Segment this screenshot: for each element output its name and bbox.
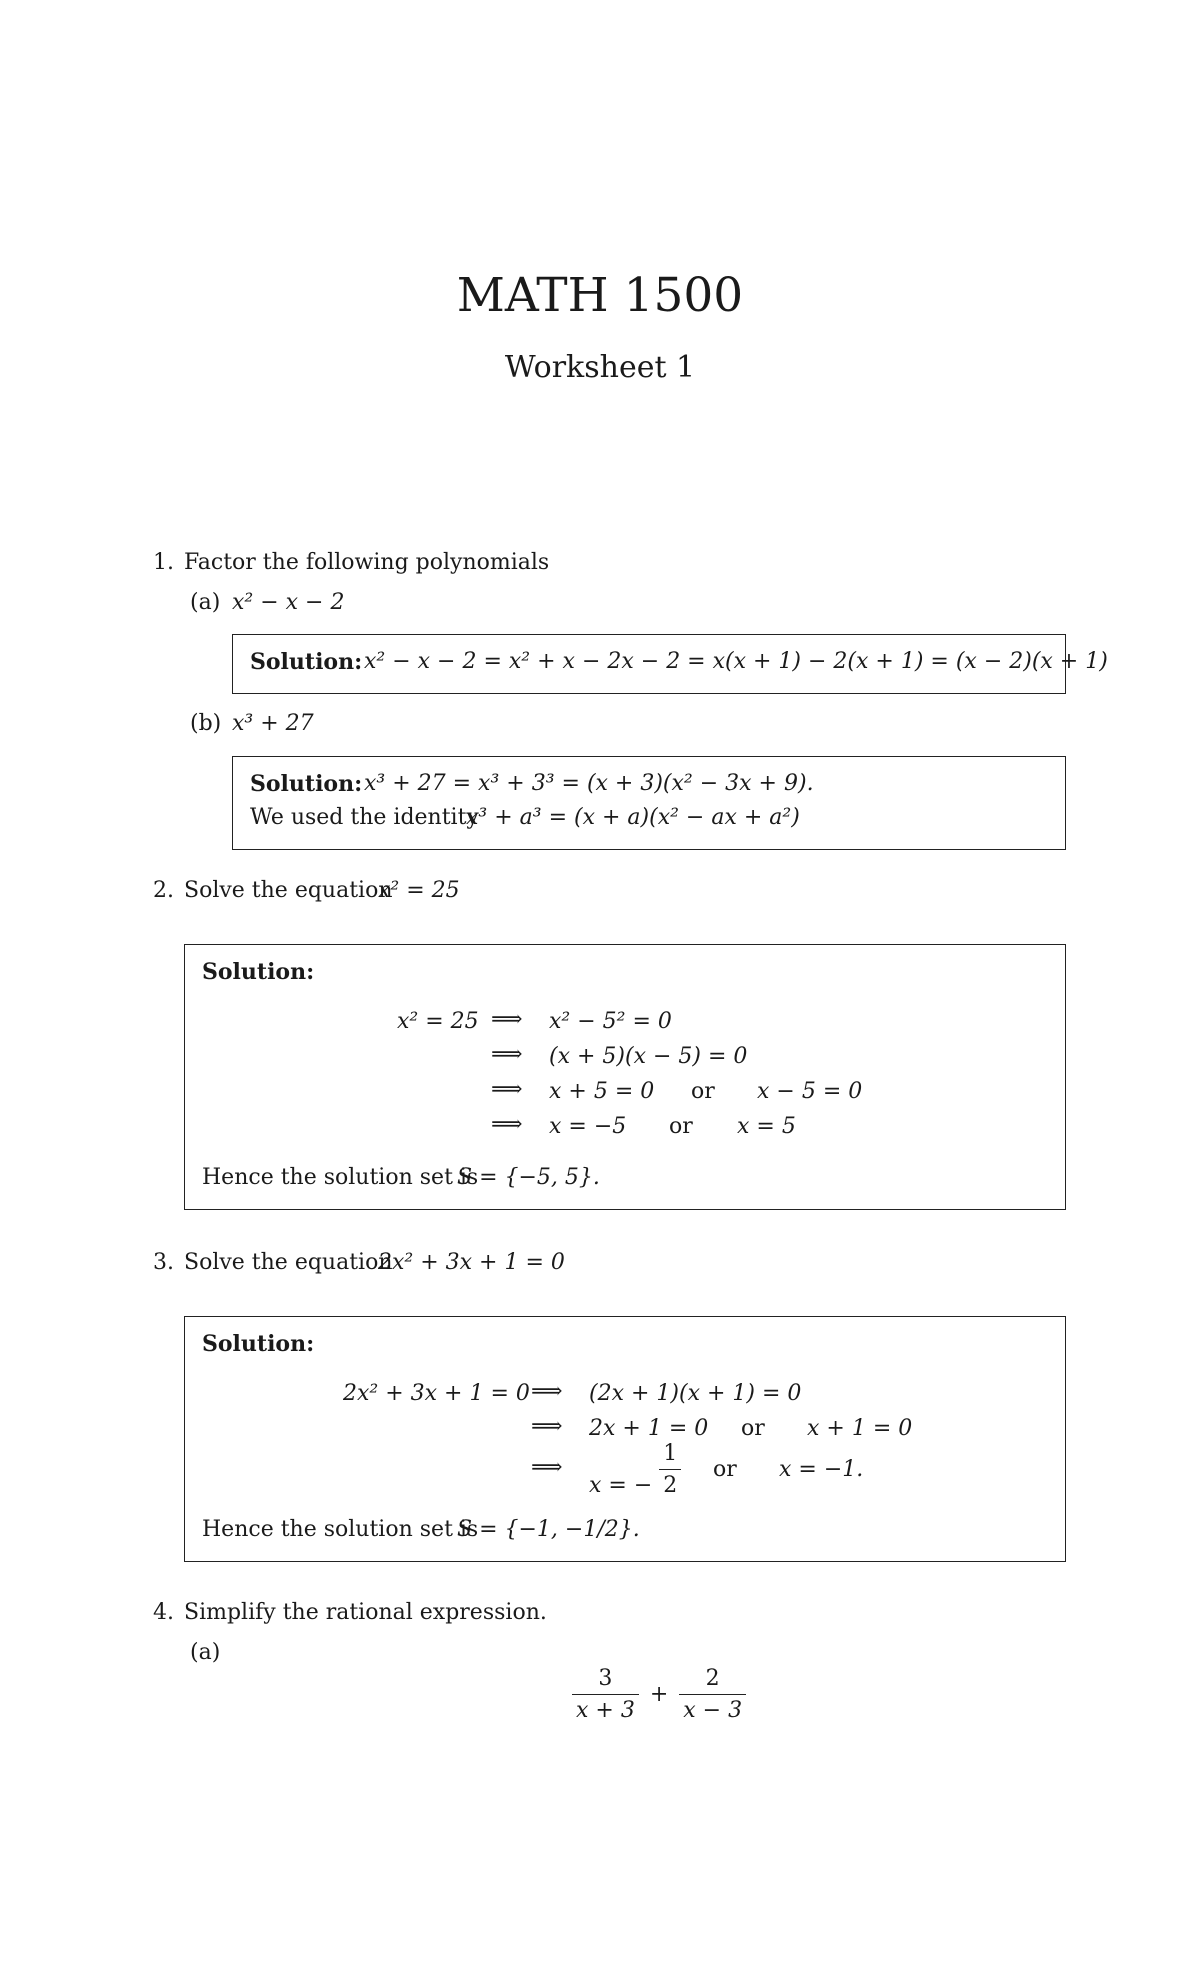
- or-word: or: [713, 1457, 737, 1482]
- part-1b-expression: x³ + 27: [232, 711, 314, 736]
- fraction-denominator: x + 3: [576, 1698, 635, 1723]
- implies-arrow: ⟹: [531, 1379, 563, 1404]
- step-2-alternative: x + 1 = 0: [807, 1416, 913, 1441]
- solution-label: Solution:: [250, 771, 363, 797]
- part-1a-label: (a): [190, 590, 221, 615]
- step-1: (2x + 1)(x + 1) = 0: [589, 1381, 802, 1406]
- solution-box-1b: [232, 756, 1066, 850]
- implies-arrow: ⟹: [491, 1077, 523, 1102]
- document-title: MATH 1500: [456, 268, 744, 323]
- step-3-alternative: x = −1.: [779, 1457, 864, 1482]
- solution-box-3: [184, 1316, 1066, 1562]
- equation-lhs: 2x² + 3x + 1 = 0: [343, 1381, 530, 1406]
- conclusion-text: Hence the solution set is: [202, 1517, 479, 1542]
- question-number-3: 3.: [153, 1250, 174, 1275]
- implies-arrow: ⟹: [491, 1042, 523, 1067]
- fraction-1: [572, 1666, 639, 1723]
- implies-arrow: ⟹: [491, 1007, 523, 1032]
- equation-lhs: x² = 25: [397, 1009, 479, 1034]
- fraction-numerator: 1: [659, 1441, 681, 1470]
- step-4: x = −5: [549, 1114, 627, 1139]
- fraction-numerator: 3: [572, 1666, 639, 1695]
- solution-1b-line2-prefix: We used the identity: [250, 805, 479, 830]
- or-word: or: [741, 1416, 765, 1441]
- question-number-1: 1.: [153, 550, 174, 575]
- step-2: (x + 5)(x − 5) = 0: [549, 1044, 748, 1069]
- conclusion-text: Hence the solution set is: [202, 1165, 479, 1190]
- step-3: [589, 1441, 681, 1498]
- step-4-alternative: x = 5: [737, 1114, 796, 1139]
- question-1-text: Factor the following polynomials: [184, 550, 550, 575]
- step-3: x + 5 = 0: [549, 1079, 655, 1104]
- fraction-2: [679, 1666, 746, 1723]
- solution-label: Solution:: [250, 649, 363, 675]
- part-1b-label: (b): [190, 711, 222, 736]
- question-2-expression: x² = 25: [378, 878, 460, 903]
- step-1: x² − 5² = 0: [549, 1009, 672, 1034]
- part-4a-label: (a): [190, 1640, 221, 1665]
- solution-box-1a: [232, 634, 1108, 694]
- or-word: or: [669, 1114, 693, 1139]
- solution-box-2: [184, 944, 1066, 1210]
- step-3-prefix: x = −: [589, 1472, 653, 1498]
- solution-1a-text: x² − x − 2 = x² + x − 2x − 2 = x(x + 1) − 2(x + 1) = (x − 2)(x + 1): [364, 649, 1108, 674]
- fraction-numerator: 2: [679, 1666, 746, 1695]
- solution-1b-line1: x³ + 27 = x³ + 3³ = (x + 3)(x² − 3x + 9).: [364, 771, 814, 796]
- implies-arrow: ⟹: [531, 1455, 563, 1480]
- question-3-text: Solve the equation: [184, 1250, 393, 1275]
- step-2: 2x + 1 = 0: [589, 1416, 709, 1441]
- question-3-expression: 2x² + 3x + 1 = 0: [378, 1250, 565, 1275]
- fraction-denominator: 2: [663, 1473, 678, 1498]
- solution-label: Solution:: [202, 1331, 315, 1357]
- step-3-alternative: x − 5 = 0: [757, 1079, 863, 1104]
- solution-set: S = {−1, −1/2}.: [457, 1517, 640, 1542]
- question-2-text: Solve the equation: [184, 878, 393, 903]
- or-word: or: [691, 1079, 715, 1104]
- part-1a-expression: x² − x − 2: [232, 590, 345, 615]
- implies-arrow: ⟹: [531, 1414, 563, 1439]
- document-subtitle: Worksheet 1: [504, 350, 696, 385]
- rational-expression: [572, 1666, 746, 1723]
- question-number-2: 2.: [153, 878, 174, 903]
- solution-set: S = {−5, 5}.: [457, 1165, 600, 1190]
- question-number-4: 4.: [153, 1600, 174, 1625]
- implies-arrow: ⟹: [491, 1112, 523, 1137]
- question-4-text: Simplify the rational expression.: [184, 1600, 547, 1625]
- solution-1b-identity: x³ + a³ = (x + a)(x² − ax + a²): [466, 805, 800, 830]
- fraction-denominator: x − 3: [683, 1698, 743, 1723]
- plus-sign: +: [649, 1682, 669, 1707]
- solution-label: Solution:: [202, 959, 315, 985]
- fraction-one-half: [659, 1441, 681, 1498]
